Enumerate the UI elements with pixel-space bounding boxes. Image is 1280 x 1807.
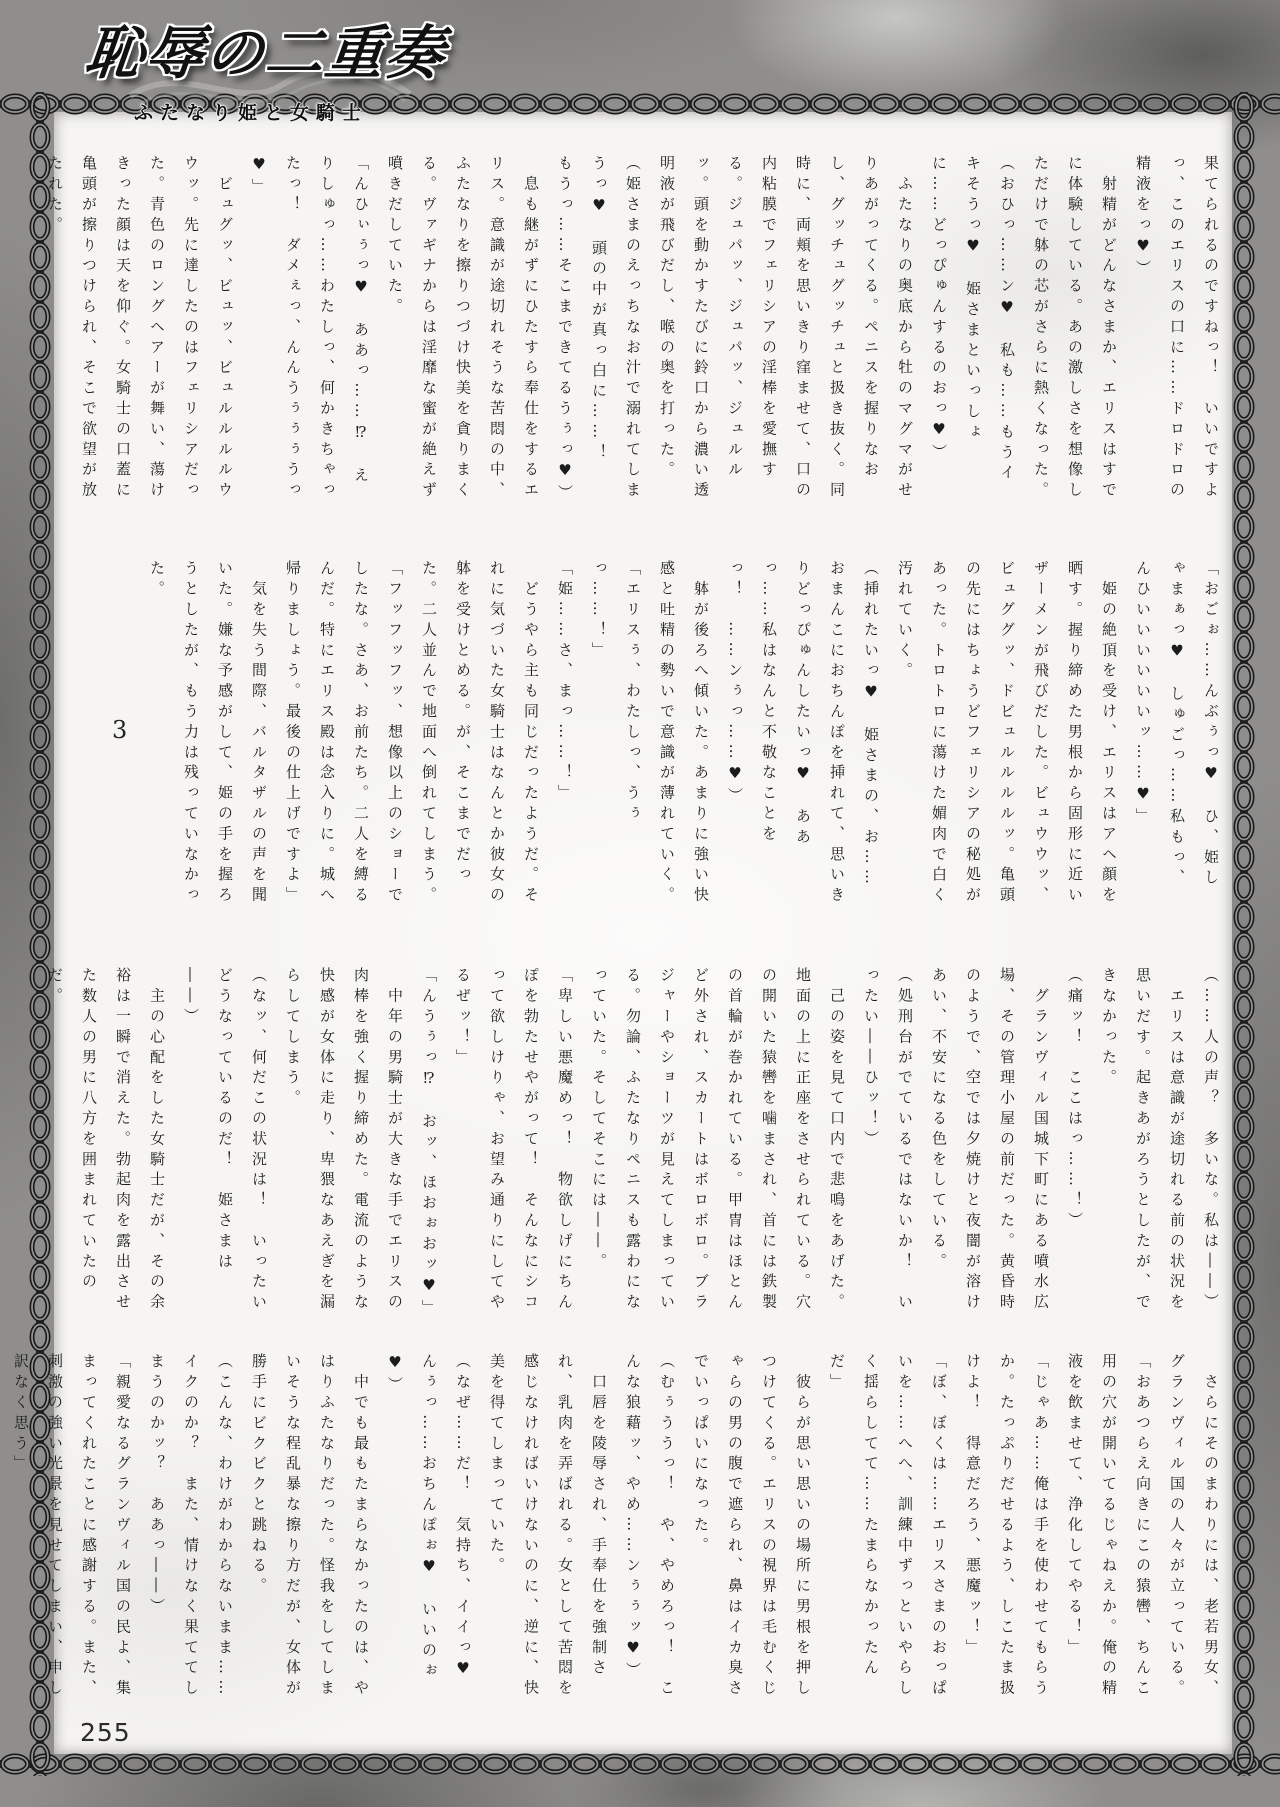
paragraph: 口唇を陵辱され、手奉仕を強制され、乳肉を弄ばれる。女として苦悶を感じなければいけないのに、逆に、快美を得てしまっていた。 xyxy=(488,1353,608,1700)
title-text: 恥辱の二重奏 xyxy=(81,19,450,87)
text-band-2 xyxy=(60,560,1228,908)
paragraph: （……人の声？ 多いな。私は――） xyxy=(1202,967,1220,1314)
paragraph: ふたなりの奥底から牡のマグマがせりあがってくる。ペニスを握りなおし、グッチュグッチュと扱き抜く。同時に、両頬を思いきり窪ませて、口の内粘膜でフェリシアの淫棒を愛撫する。ジュパッ、ジュパッ、ジュルルッ。頭を動かすたびに鈴口から濃い透明液が飛びだし、喉の奥を打った。 xyxy=(658,155,914,502)
text-band-3 xyxy=(46,967,1228,1320)
paragraph: 主の心配をした女騎士だが、その余裕は一瞬で消えた。勃起肉を露出させた数人の男に八方を囲まれていたのだ。 xyxy=(46,967,166,1314)
text-band-4 xyxy=(12,1353,1228,1703)
paragraph: （こんな、わけがわからないまま……イクのか？ また、情けなく果ててしまうのかッ？ ああっ――） xyxy=(148,1353,234,1700)
paragraph: 中年の男騎士が大きな手でエリスの肉棒を強く握り締めた。電流のような快感が女体に走り、卑猥なあえぎを漏らしてしまう。 xyxy=(284,967,404,1314)
paragraph: 「姫……さ、まっ……！」 xyxy=(556,560,574,805)
paragraph: （むぅううっ！ や、やめろっ！ こんな狼藉ッ、やめ……ンぅぅッ♥） xyxy=(624,1353,676,1700)
paragraph: （痛ッ！ ここはっ……！） xyxy=(1066,967,1084,1233)
paragraph: （おひっ……ン♥ 私も……もうイキそうっ♥ 姫さまといっしょに……どっぴゅんするのおっ♥） xyxy=(930,155,1016,485)
paragraph: 「おあつらえ向きにこの猿轡、ちんこ用の穴が開いてるじゃねえか。俺の精液を飲ませて、浄化してやる！」 xyxy=(1066,1353,1152,1700)
chain-right-border xyxy=(1232,92,1256,1776)
paragraph: 彼らが思い思いの場所に男根を押しつけてくる。エリスの視界は毛むくじゃらの男の腹で遮られ、鼻はイカ臭さでいっぱいになった。 xyxy=(692,1353,812,1700)
paragraph: 「エリスぅ、わたしっ、うぅっ……！」 xyxy=(590,560,642,826)
paragraph: （なッ、何だこの状況は！ いったいどうなっているのだ！ 姫さまは――） xyxy=(182,967,268,1314)
paragraph: 姫の絶頂を受け、エリスはアヘ顔を晒す。握り締めた男根から固形に近いザーメンが飛びだした。ビュウウッ、ビュググッ、ドビュルルルルッ。亀頭の先にはちょうどフェリシアの秘処があった。トロトロに蕩けた媚肉で白く汚れていく。 xyxy=(896,560,1118,907)
paragraph: 「んうぅっ⁉ おッ、ほおぉおッ♥」 xyxy=(420,967,438,1320)
paragraph: 「おごぉ……んぶぅっ♥ ひ、姫しゃまぁっ♥ しゅごっ……私もっ、んひいいいいいいッ……♥」 xyxy=(1134,560,1220,890)
title-logo xyxy=(81,6,506,125)
paragraph: 「卑しい悪魔めっ！ 物欲しげにちんぽを勃たせやがって！ そんなにシコって欲しけりゃ、お望み通りにしてやるぜッ！」 xyxy=(454,967,574,1314)
paragraph: （挿れたいっ♥ 姫さまの、お……おまんこにおちんぽを挿れて、思いきりどっぴゅんしたいっ♥ ああっ……私はなんと不敬なことをっ！ ……ンぅっ……♥） xyxy=(726,560,880,907)
paragraph: どうやら主も同じだったようだ。それに気づいた女騎士はなんとか彼女の躰を受けとめる。が、そこまでだった。二人並んで地面へ倒れてしまう。 xyxy=(420,560,540,907)
paragraph: 中でも最もたまらなかったのは、やはりふたなりだった。怪我をしてしまいそうな程乱暴な擦り方だが、女体が勝手にビクビクと跳ねる。 xyxy=(250,1353,370,1700)
paragraph: 果てられるのですねっ！ いいですよっ、このエリスの口に……ドロドロの精液をっ♥） xyxy=(1134,155,1220,502)
paragraph: 「フッフッフッ、想像以上のショーでしたな。さあ、お前たち。二人を縛るんだ。特にエリス殿は念入りに。城へ帰りましょう。最後の仕上げですよ」 xyxy=(284,560,404,907)
paragraph: 気を失う間際、バルタザルの声を聞いた。嫌な予感がして、姫の手を握ろうとしたが、もう力は残っていなかった。 xyxy=(148,560,268,907)
paragraph: 躰が後ろへ傾いた。あまりに強い快感と吐精の勢いで意識が薄れていく。 xyxy=(658,560,710,907)
paragraph: 「じゃあ……俺は手を使わせてもらうか。たっぷりだせるよう、しこたま扱けよ！ 得意だろう、悪魔ッ！」 xyxy=(964,1353,1050,1700)
paragraph: （なぜ……だ！ 気持ち、イイっ♥ んぅっ……おちんぽぉ♥ いいのぉ♥） xyxy=(386,1353,472,1703)
paragraph: エリスは意識が途切れる前の状況を思いだす。起きあがろうとしたが、できなかった。 xyxy=(1100,967,1186,1314)
paragraph: 「ぼ、ぼくは……エリスさまのおっぱいを……へへ、訓練中ずっといやらしく揺らしてて……たまらなかったんだ」 xyxy=(828,1353,948,1700)
paragraph: さらにそのまわりには、老若男女、グランヴィル国の人々が立っている。 xyxy=(1168,1353,1220,1700)
paragraph: 己の姿を見て口内で悲鳴をあげた。地面の上に正座をさせられている。穴の開いた猿轡を噛まされ、首には鉄製の首輪が巻かれている。甲冑はほとんど外され、スカートはボロボロ。ブラジャーやショーツが見えてしまっている。勿論、ふたなりペニスも露わになっていた。そしてそこには――。 xyxy=(590,967,846,1314)
page-number: 255 xyxy=(80,1718,131,1747)
chain-bottom-border xyxy=(0,1752,1280,1776)
paragraph: 「んひぃぅっ♥ ああっ……⁉ えりしゅっ……わたしっ、何かきちゃったっ！ ダメぇっ、んんうぅぅぅうっ♥」 xyxy=(250,155,370,502)
subtitle-text: ふたなり姫と女騎士 xyxy=(134,102,369,124)
paragraph: （処刑台がでているではないか！ いったい――ひッ！） xyxy=(862,967,914,1314)
paragraph: 息も継がずにひたすら奉仕をするエリス。意識が途切れそうな苦悶の中、ふたなりを擦りつづけ快美を貪りまくる。ヴァギナからは淫靡な蜜が絶えず噴きだしていた。 xyxy=(386,155,540,502)
paragraph: 「親愛なるグランヴィル国の民よ、集まってくれたことに感謝する。また、刺激の強い光景を見せてしまい、申し訳なく思う」 xyxy=(12,1353,132,1700)
section-number: 3 xyxy=(112,716,128,744)
paragraph: グランヴィル国城下町にある噴水広場、その管理小屋の前だった。黄昏時のようで、空では夕焼けと夜闇が溶けあい、不安になる色をしている。 xyxy=(930,967,1050,1314)
paragraph: 射精がどんなさまか、エリスはすでに体験している。あの激しさを想像しただけで躰の芯がさらに熱くなった。 xyxy=(1032,155,1118,502)
paragraph: ビュグッ、ビュッ、ビュルルルルウウッ。先に達したのはフェリシアだった。青色のロングヘアーが舞い、蕩けきった顔は天を仰ぐ。女騎士の口蓋に亀頭が擦りつけられ、そこで欲望が放たれた。 xyxy=(46,155,234,502)
paragraph: （姫さまのえっちなお汁で溺れてしまうっ♥ 頭の中が真っ白に……！ もうっ……そこまできてるうぅっ♥） xyxy=(556,155,642,505)
text-band-1 xyxy=(46,155,1228,505)
